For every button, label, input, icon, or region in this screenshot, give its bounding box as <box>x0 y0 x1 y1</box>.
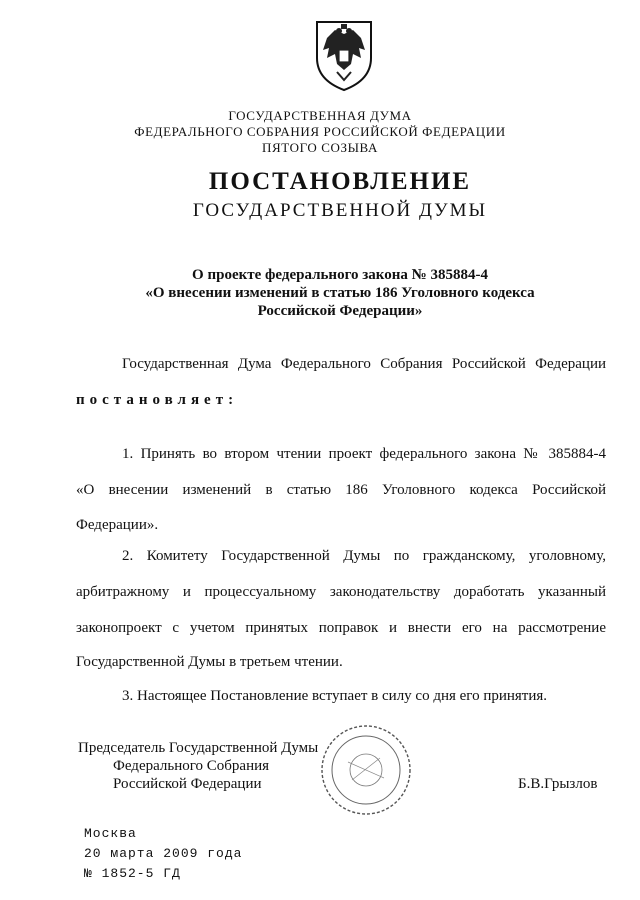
round-seal-icon <box>318 722 414 818</box>
footer-city: Москва <box>84 826 137 841</box>
signature-title-line-3: Российской Федерации <box>113 776 262 792</box>
item-2-line-1: 2. Комитету Государственной Думы по гражданскому, уголовному, <box>122 548 606 564</box>
header-line-convocation: ПЯТОГО СОЗЫВА <box>262 140 378 155</box>
footer-date: 20 марта 2009 года <box>84 846 243 861</box>
signature-title-line-2: Федерального Собрания <box>113 758 270 774</box>
subject-line-3: Российской Федерации» <box>257 303 423 319</box>
decides-word: постановляет: <box>76 392 239 408</box>
item-2-line-3: законопроект с учетом принятых поправок и внести его на рассмотрение <box>76 620 606 636</box>
item-1-line-1: 1. Принять во втором чтении проект федерального закона № 385884-4 <box>122 446 606 462</box>
item-2-line-4: Государственной Думы в третьем чтении. <box>76 654 343 670</box>
signature-title-line-1: Председатель Государственной Думы <box>78 740 319 756</box>
subject-line-2: «О внесении изменений в статью 186 Уголовного кодекса <box>145 285 535 301</box>
item-1-line-3: Федерации». <box>76 517 159 533</box>
document-title: ПОСТАНОВЛЕНИЕ <box>208 168 472 195</box>
header-line-duma: ГОСУДАРСТВЕННАЯ ДУМА <box>228 108 412 123</box>
subject-line-1: О проекте федерального закона № 385884-4 <box>192 267 488 283</box>
item-2-line-2: арбитражному и процессуальному законодательству доработать указанный <box>76 584 606 600</box>
item-1-line-2: «О внесении изменений в статью 186 Уголовного кодекса Российской <box>76 482 606 498</box>
header-line-assembly: ФЕДЕРАЛЬНОГО СОБРАНИЯ РОССИЙСКОЙ ФЕДЕРАЦИИ <box>134 124 506 139</box>
preamble: Государственная Дума Федерального Собрания Российской Федерации <box>122 356 606 372</box>
document-subtitle: ГОСУДАРСТВЕННОЙ ДУМЫ <box>192 200 488 221</box>
coat-of-arms-icon <box>313 18 375 92</box>
item-3-line-1: 3. Настоящее Постановление вступает в силу со дня его принятия. <box>122 688 548 704</box>
signatory-name: Б.В.Грызлов <box>518 776 598 792</box>
footer-number: № 1852-5 ГД <box>84 866 181 881</box>
